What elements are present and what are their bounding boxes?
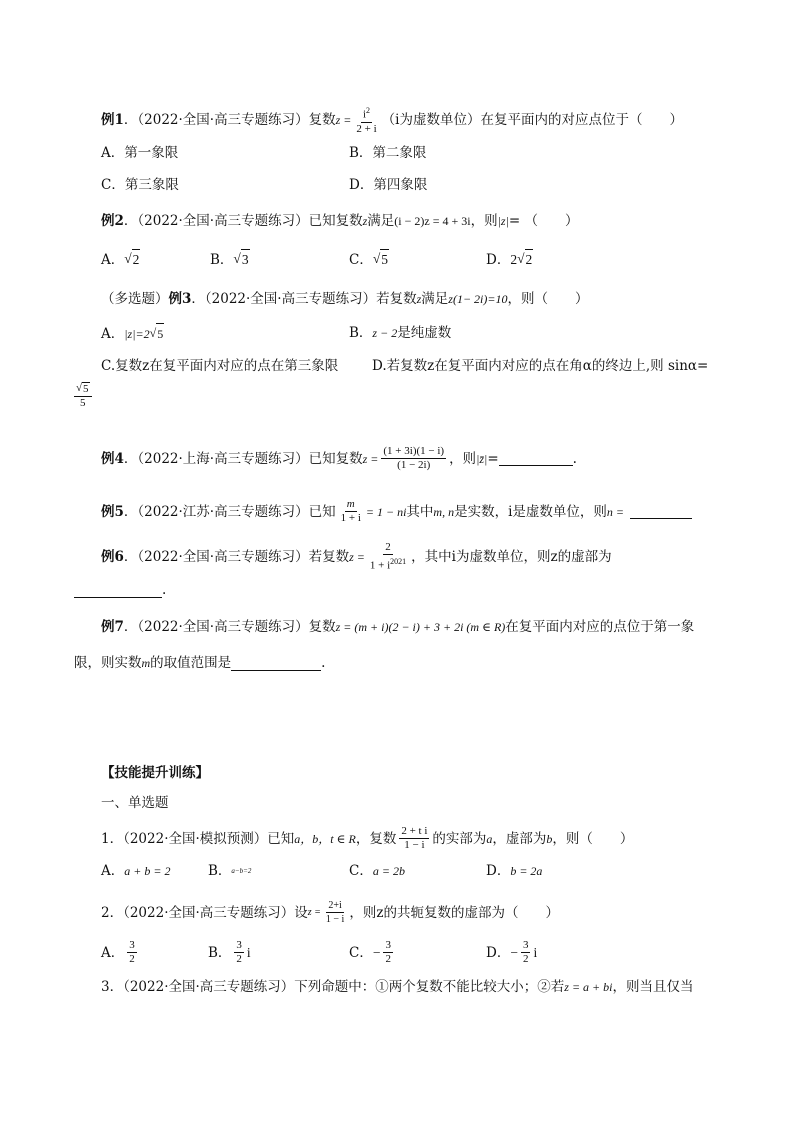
denominator: 5 (80, 397, 86, 409)
question-tail: ，则当且仅当 (612, 979, 694, 995)
option-letter: C． (349, 863, 373, 879)
fraction (127, 939, 137, 966)
math-expression: z − 2 (372, 326, 398, 340)
denominator: 2 (522, 953, 529, 965)
math-expression: |z| (497, 214, 509, 228)
numerator: (1 + 3i)(1 − i) (383, 445, 445, 457)
option-d (486, 249, 533, 270)
option-letter: A． (101, 325, 125, 342)
question-source: ．（2022·全国·高三专题练习）复数 (123, 111, 336, 128)
example-7-line2 (74, 653, 325, 673)
question-text: 是实数，i是虚数单位，则 (454, 503, 607, 520)
example-label: 例2 (101, 213, 124, 229)
question-source: ．（2022·全国·高三专题练习）若复数 (123, 548, 350, 565)
radicand: 5 (156, 323, 164, 344)
denominator: (1 − 2i) (397, 459, 431, 471)
fraction (368, 541, 408, 573)
math-expression: z = (307, 906, 321, 918)
math-expression: n = (606, 504, 625, 519)
fraction (324, 899, 346, 926)
question-text: 的取值范围是 (150, 655, 232, 671)
option-c: C.复数z在复平面内对应的点在第三象限 (101, 358, 339, 374)
variable: z (416, 292, 422, 306)
question-source: 3．（2022·全国·高三专题练习）下列命题中：①两个复数不能比较大小；②若 (101, 979, 565, 995)
math-expression: a−b=2 (231, 867, 252, 875)
option-a: A．第一象限 (101, 145, 179, 161)
sqrt-expression: √ 5 (76, 382, 89, 395)
numerator: 3 (236, 939, 242, 951)
sign: − (510, 944, 518, 960)
coefficient: 2 (510, 251, 518, 267)
punctuation: . (162, 582, 167, 598)
answer-blank[interactable] (231, 656, 321, 671)
option-letter: D． (486, 944, 511, 961)
option-letter: B． (210, 251, 234, 268)
punctuation: . (572, 450, 577, 467)
question-tail: 在复平面内对应的点位于第一象 (505, 619, 695, 635)
fraction (399, 825, 429, 852)
math-expression: (i − 2)z = 4 + 3i (394, 214, 471, 228)
denominator: 2 + i (356, 122, 377, 135)
question-text: 其中 (406, 503, 434, 520)
fraction (339, 498, 363, 525)
question-source: 1．（2022·全国·模拟预测）已知 (101, 830, 295, 847)
radicand: 2 (525, 249, 534, 270)
option-a (101, 323, 164, 344)
option-d-fraction (74, 382, 92, 410)
variable: z (362, 214, 368, 228)
math-expression: |z̄| (476, 451, 488, 466)
fraction (74, 382, 92, 410)
example-label: 例6 (101, 548, 124, 565)
example-3-question (101, 289, 588, 309)
option-d (486, 939, 537, 966)
example-4-question (101, 445, 577, 472)
option-letter: D． (486, 251, 511, 268)
question-tail: （i为虚数单位）在复平面内的对应点位于（ ） (381, 111, 683, 128)
question-tail: ，则（ ） (507, 291, 589, 307)
option-text: 是纯虚数 (397, 325, 452, 341)
variable: a (486, 831, 493, 846)
option-letter: D． (486, 863, 511, 879)
example-label: 例3 (168, 291, 192, 307)
example-2-question (101, 211, 578, 231)
question-text: ，复数 (355, 830, 397, 847)
question-source: ．（2022·全国·高三专题练习）若复数 (191, 291, 417, 307)
math-expression: z(1− 2i)=10 (448, 292, 508, 306)
section-subtitle: 一、单选题 (101, 795, 169, 811)
question-source: ．（2022·全国·高三专题练习）复数 (123, 619, 336, 635)
option-letter: A． (101, 944, 125, 961)
question-tail: ，则z的共轭复数的虚部为（ ） (349, 904, 559, 921)
exponent: 2021 (390, 557, 407, 566)
fraction (354, 104, 378, 136)
option-c: C．第三象限 (101, 177, 179, 193)
question-source: ．（2022·上海·高三专题练习）已知复数 (123, 450, 363, 467)
question-2 (101, 899, 559, 926)
example-label: 例4 (101, 450, 124, 467)
example-label: 例1 (101, 111, 124, 128)
math-expression: z = (m + i)(2 − i) + 3 + 2i (m ∈ R) (335, 620, 506, 634)
sqrt-expression: √ 5 (373, 249, 389, 270)
math-expression: b = 2a (510, 864, 543, 878)
math-expression: z = (362, 451, 379, 466)
numerator: 3 (385, 939, 391, 951)
example-label: 例5 (101, 503, 124, 520)
math-expression: z = (335, 112, 352, 127)
question-1 (101, 825, 633, 852)
variable: b (546, 831, 553, 846)
option-d: D．第四象限 (349, 177, 428, 193)
section-title: 【技能提升训练】 (101, 765, 209, 781)
denominator: 1 − i (325, 914, 345, 925)
question-text: ，则 (470, 213, 498, 229)
numerator: i (362, 108, 367, 121)
imaginary-unit: i (533, 944, 538, 960)
question-text: 满足 (421, 291, 449, 307)
variable: m (141, 656, 151, 670)
sign: − (372, 944, 381, 960)
example-5-question (101, 498, 692, 525)
option-b (208, 861, 251, 881)
question-text: = (487, 450, 499, 467)
option-d: D.若复数z在复平面内对应的点在角α的终边上,则 sinα= (372, 358, 709, 374)
math-expression: a + b = 2 (124, 864, 171, 878)
denominator: 1 + i (369, 559, 391, 572)
denominator: 1 − i (404, 839, 425, 851)
question-3 (101, 977, 693, 997)
question-tail: = （ ） (508, 213, 579, 229)
radicand: 5 (83, 383, 89, 395)
option-letter: B． (208, 863, 232, 879)
example-label: 例7 (101, 619, 124, 635)
math-expression: z = a + bi (564, 980, 613, 994)
option-c (349, 939, 396, 966)
radicand: 2 (132, 249, 141, 270)
option-letter: A． (101, 863, 125, 879)
fraction (381, 445, 446, 472)
numerator: 2 + t i (401, 825, 428, 837)
option-c (349, 249, 389, 270)
variables: a，b，t ∈ R (294, 831, 356, 846)
example-6-question (101, 541, 612, 573)
radicand: 5 (380, 249, 389, 270)
option-a (101, 939, 140, 966)
sqrt-expression: √ 5 (150, 323, 165, 344)
option-b (208, 939, 251, 966)
option-a (101, 861, 170, 881)
question-tail: ，则（ ） (552, 830, 634, 847)
option-letter: B． (208, 944, 232, 961)
answer-blank[interactable] (499, 451, 573, 466)
sqrt-expression: √ 2 (517, 249, 533, 270)
numerator: 3 (522, 939, 529, 951)
question-text: 的实部为 (432, 830, 487, 847)
numerator: 2+i (328, 900, 342, 911)
numerator: 2 (385, 541, 391, 553)
fraction (383, 939, 393, 966)
question-source: 2．（2022·全国·高三专题练习）设 (101, 904, 308, 921)
question-text: ，则 (449, 450, 477, 467)
math-expression: z = (349, 549, 365, 564)
option-letter: A． (101, 251, 125, 268)
imaginary-unit: i (246, 944, 251, 960)
option-letter: C． (349, 251, 373, 268)
example-7-question (101, 617, 694, 637)
radicand: 3 (241, 249, 250, 270)
exponent: 2 (366, 106, 371, 115)
option-d (486, 861, 542, 881)
answer-blank[interactable] (74, 583, 162, 598)
example-6-answer (74, 580, 166, 600)
option-b: B．第二象限 (349, 145, 427, 161)
fraction (521, 939, 531, 966)
sqrt-expression: √ 2 (124, 249, 140, 270)
option-a (101, 249, 140, 270)
math-expression: a = 2b (372, 864, 405, 878)
math-expression: = 1 − ni (365, 504, 407, 519)
example-1-question (101, 104, 683, 136)
variables: m, n (433, 504, 455, 519)
option-b (349, 323, 451, 343)
question-source: ．（2022·全国·高三专题练习）已知复数 (123, 213, 363, 229)
fraction (234, 939, 244, 966)
question-source: ．（2022·江苏·高三专题练习）已知 (123, 503, 336, 520)
math-expression: |z|=2 (124, 326, 150, 341)
option-letter: C． (349, 944, 373, 961)
punctuation: . (321, 655, 326, 671)
denominator: 1 + i (340, 512, 361, 524)
option-b (210, 249, 250, 270)
denominator: 2 (385, 953, 391, 965)
numerator: m (346, 498, 355, 510)
question-tail: ，其中i为虚数单位，则z的虚部为 (411, 548, 612, 565)
question-text: ，虚部为 (492, 830, 547, 847)
question-type: （多选题） (101, 291, 169, 307)
option-c (349, 861, 405, 881)
question-text: 限，则实数 (74, 655, 142, 671)
option-letter: B． (349, 325, 373, 341)
answer-blank[interactable] (630, 504, 692, 519)
numerator: 3 (129, 939, 135, 951)
denominator: 2 (129, 953, 135, 965)
denominator: 2 (236, 953, 242, 965)
sqrt-expression: √ 3 (233, 249, 249, 270)
question-text: 满足 (367, 213, 395, 229)
